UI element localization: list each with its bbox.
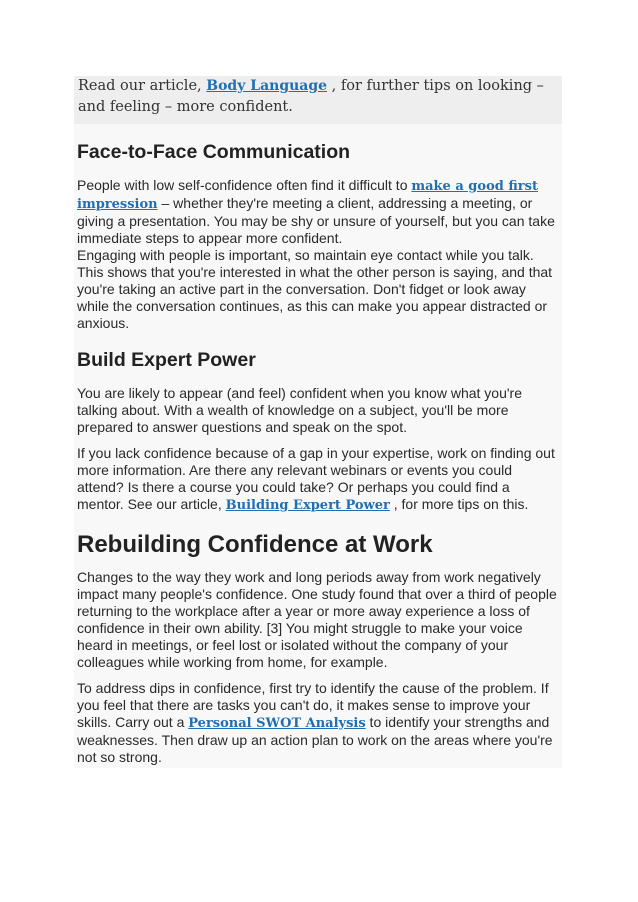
personal-swot-analysis-link[interactable]: Personal SWOT Analysis	[188, 716, 366, 731]
expert-power-paragraph-1: You are likely to appear (and feel) confident when you know what you're talking about. With a wealth of knowledge on a subject, you'll be more prepared to answer questions and speak on the spot.	[77, 385, 522, 435]
face-to-face-paragraph-1	[77, 177, 562, 247]
expert-power-p2-before: If you lack confidence because of a gap in your expertise, work on finding out more information. Are there any relevant webinars or events you could attend? Is there a course you could take? Or perhaps you could find a mentor. See our article,	[77, 445, 555, 512]
expert-power-heading: Build Expert Power	[77, 349, 256, 371]
face-to-face-heading: Face-to-Face Communication	[77, 141, 351, 163]
rebuilding-p2-after: to identify your strengths and weaknesses. Then draw up an action plan to work on the areas where you're not so strong.	[77, 714, 553, 765]
article-content	[74, 76, 562, 768]
face-to-face-p1-before: People with low self-confidence often find it difficult to	[77, 177, 412, 193]
intro-text-before: Read our article,	[78, 78, 207, 94]
rebuilding-paragraph-1: Changes to the way they work and long periods away from work negatively impact many people's confidence. One study found that over a third of people returning to the workplace after a year or more away experience a loss of confidence in their own ability. [3] You might struggle to make your voice heard in meetings, or feel lost or isolated without the company of your colleagues while working from home, for example.	[77, 569, 557, 670]
intro-text-after: , for further tips on looking – and feeling – more confident.	[78, 78, 544, 115]
expert-power-p2-after: , for more tips on this.	[389, 496, 529, 512]
intro-callout	[74, 76, 562, 124]
rebuilding-p2-before: To address dips in confidence, first try to identify the cause of the problem. If you feel that there are tasks you can't do, it makes sense to improve your skills. Carry out a	[77, 680, 549, 730]
rebuilding-paragraph-2	[77, 680, 562, 766]
face-to-face-p1-after: – whether they're meeting a client, addressing a meeting, or giving a presentation. You may be shy or unsure of yourself, but you can take immediate steps to appear more confident.	[77, 195, 555, 246]
good-first-impression-link[interactable]: make a good first impression	[77, 179, 538, 212]
expert-power-paragraph-2	[77, 445, 562, 514]
rebuilding-confidence-heading: Rebuilding Confidence at Work	[77, 531, 433, 558]
body-language-link[interactable]: Body Language	[206, 78, 328, 94]
face-to-face-paragraph-2: Engaging with people is important, so maintain eye contact while you talk. This shows that you're interested in what the other person is saying, and that you're taking an active part in the conversation. Don't fidget or look away while the conversation continues, as this can make you appear distracted or anxious.	[77, 247, 553, 331]
building-expert-power-link[interactable]: Building Expert Power	[225, 498, 390, 513]
